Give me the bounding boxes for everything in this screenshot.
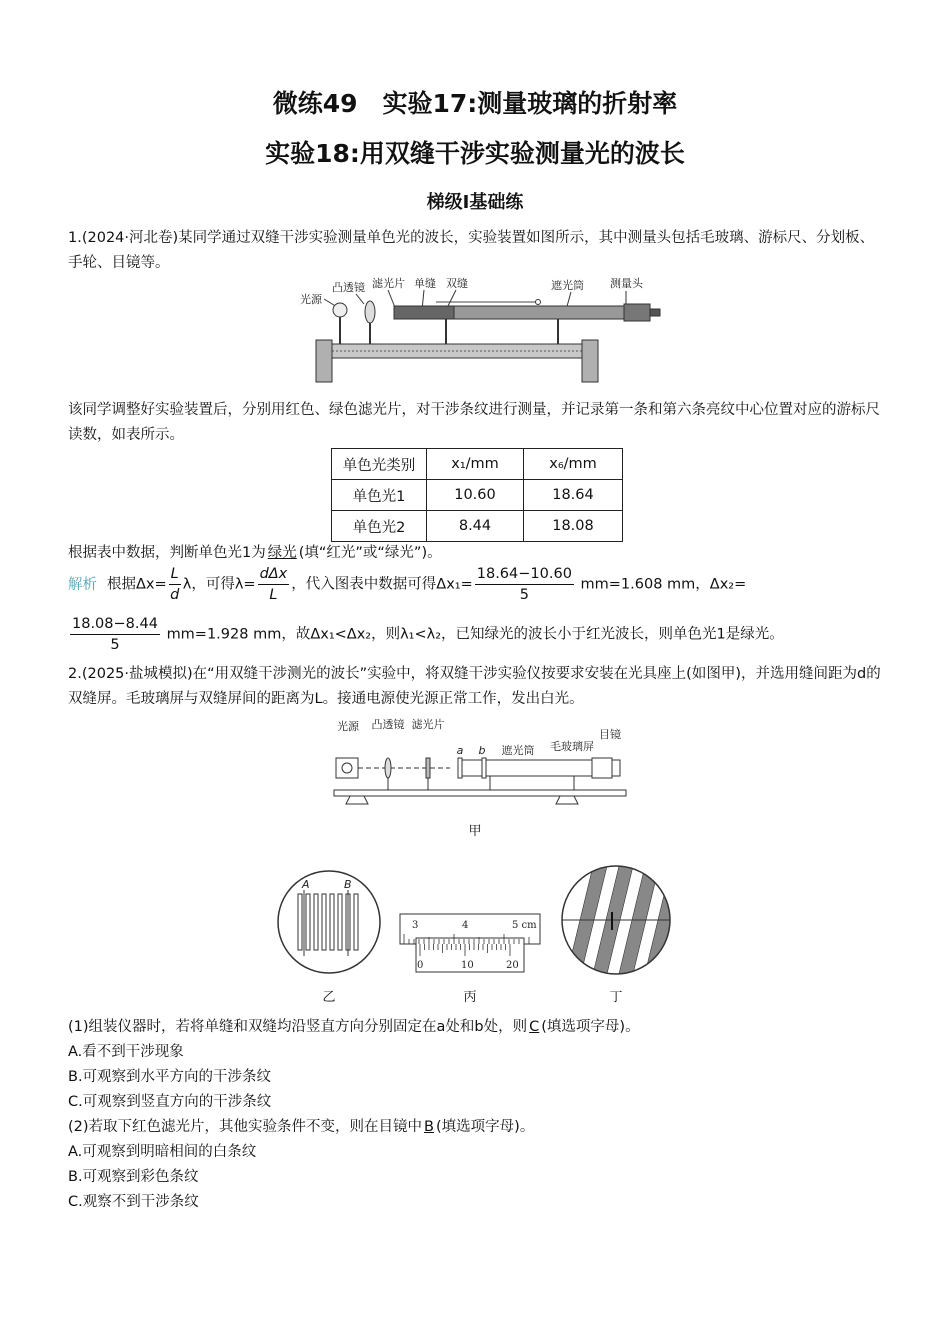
analysis-label: 解析 — [68, 576, 97, 593]
caption-ding: 丁 — [609, 990, 623, 1005]
table-cell: 18.08 — [524, 511, 623, 542]
q2-sub2-option-c: C.观察不到干涉条纹 — [68, 1194, 199, 1210]
scale-top-5cm: 5 cm — [512, 920, 537, 931]
q2-sub1-text: (1)组装仪器时，若将单缝和双缝均沿竖直方向分别固定在a处和b处，则 — [68, 1019, 528, 1035]
q1-analysis-line2 — [68, 614, 784, 655]
table-row — [332, 511, 623, 542]
table-header: x₆/mm — [524, 449, 623, 480]
fraction-num: L — [169, 564, 181, 585]
analysis-text: λ，可得λ= — [182, 576, 256, 593]
q1-stem: 1.(2024·河北卷)某同学通过双缝干涉实验测量单色光的波长，实验装置如图所示，其中测量头包括毛玻璃、游标尺、分划板、手轮、目镜等。 — [68, 230, 875, 271]
title-line2: 实验18:用双缝干涉实验测量光的波长 — [265, 139, 685, 168]
fraction-l-over-d — [169, 564, 181, 605]
fraction-dx1 — [475, 564, 574, 605]
q2-sub1 — [68, 1015, 640, 1036]
label-A: A — [302, 878, 310, 891]
analysis-text: 根据Δx= — [107, 576, 167, 593]
table-cell: 单色光2 — [332, 511, 427, 542]
table-cell: 18.64 — [524, 480, 623, 511]
label-B: B — [344, 878, 352, 891]
title-line1: 微练49 实验17:测量玻璃的折射率 — [272, 89, 678, 118]
scale-bottom-10: 10 — [461, 960, 474, 971]
q1-data-table — [331, 448, 623, 542]
q2-sub2-option-a: A.可观察到明暗相间的白条纹 — [68, 1144, 257, 1160]
q2-sub1-option-b: B.可观察到水平方向的干涉条纹 — [68, 1069, 272, 1085]
caption-jia: 甲 — [468, 824, 482, 839]
q1-analysis-line1 — [68, 564, 746, 605]
figure-yi — [276, 864, 384, 980]
label-convex-lens: 凸透镜 — [371, 718, 405, 731]
table-cell: 单色光1 — [332, 480, 427, 511]
caption-yi: 乙 — [322, 990, 336, 1005]
fraction-num: 18.64−10.60 — [475, 564, 574, 585]
label-screen: 毛玻璃屏 — [550, 740, 594, 753]
label-tube: 遮光筒 — [551, 279, 584, 292]
fraction-den: d — [170, 587, 180, 603]
scale-bottom-20: 20 — [506, 960, 519, 971]
label-convex-lens: 凸透镜 — [332, 281, 365, 294]
q2-sub2-answer: B — [424, 1119, 434, 1135]
q2-sub1-hint: (填选项字母)。 — [541, 1019, 640, 1035]
fraction-den: 5 — [519, 587, 529, 603]
section-heading: 梯级Ⅰ基础练 — [426, 192, 524, 213]
analysis-text: mm=1.928 mm，故Δx₁<Δx₂，则λ₁<λ₂，已知绿光的波长小于红光波长，则单色光1是绿光。 — [166, 626, 784, 643]
fraction-num: dΔx — [258, 564, 290, 585]
analysis-text: mm=1.608 mm，Δx₂= — [580, 576, 747, 593]
q2-sub2-text: (2)若取下红色滤光片，其他实验条件不变，则在目镜中 — [68, 1119, 423, 1135]
scale-bottom-0: 0 — [417, 960, 424, 971]
q2-sub2-option-b: B.可观察到彩色条纹 — [68, 1169, 199, 1185]
table-header-row — [332, 449, 623, 480]
fraction-dx2 — [70, 614, 160, 655]
q1-answer: 绿光 — [267, 545, 297, 561]
label-light-source: 光源 — [300, 293, 322, 306]
analysis-text: ，代入图表中数据可得Δx₁= — [291, 576, 473, 593]
fraction-num: 18.08−8.44 — [70, 614, 160, 635]
label-single-slit: 单缝 — [414, 277, 436, 290]
q2-sub1-answer: C — [529, 1019, 540, 1035]
label-tube: 遮光筒 — [501, 744, 535, 757]
q1-question-hint: (填“红光”或“绿光”)。 — [298, 545, 442, 561]
q2-sub2 — [68, 1115, 534, 1136]
table-header: x₁/mm — [427, 449, 524, 480]
fraction-den: L — [269, 587, 278, 603]
label-light-source: 光源 — [337, 720, 359, 733]
q1-question — [68, 541, 442, 562]
table-header: 单色光类别 — [332, 449, 427, 480]
figure-bing — [396, 910, 544, 976]
figure-ding — [558, 862, 674, 978]
label-measuring-head: 测量头 — [610, 277, 643, 290]
q2-sub2-hint: (填选项字母)。 — [436, 1119, 535, 1135]
label-double-slit: 双缝 — [446, 277, 468, 290]
q2-sub1-option-c: C.可观察到竖直方向的干涉条纹 — [68, 1094, 272, 1110]
label-eyepiece: 目镜 — [599, 728, 621, 741]
q2-sub1-option-a: A.看不到干涉现象 — [68, 1044, 184, 1060]
figure-jia — [330, 716, 630, 812]
table-cell: 8.44 — [427, 511, 524, 542]
fraction-ddx-over-l — [258, 564, 290, 605]
table-row — [332, 480, 623, 511]
fraction-den: 5 — [110, 637, 120, 653]
q1-question-text: 根据表中数据，判断单色光1为 — [68, 545, 266, 561]
caption-bing: 丙 — [463, 990, 477, 1005]
label-b: b — [478, 744, 486, 757]
q1-text2: 该同学调整好实验装置后，分别用红色、绿色滤光片，对干涉条纹进行测量，并记录第一条和第六条亮纹中心位置对应的游标尺读数，如表所示。 — [68, 402, 880, 443]
q2-stem: 2.(2025·盐城模拟)在“用双缝干涉测光的波长”实验中，将双缝干涉实验仪按要求安装在光具座上(如图甲)，并选用缝间距为d的双缝屏。毛玻璃屏与双缝屏间的距离为L。接通电源使光源正常工作，发出白光。 — [68, 666, 881, 707]
label-filter: 滤光片 — [372, 277, 405, 290]
scale-top-3: 3 — [412, 920, 419, 931]
q1-apparatus-figure — [296, 270, 676, 388]
label-a: a — [456, 744, 464, 757]
table-cell: 10.60 — [427, 480, 524, 511]
label-filter: 滤光片 — [411, 718, 445, 731]
scale-top-4: 4 — [462, 920, 469, 931]
